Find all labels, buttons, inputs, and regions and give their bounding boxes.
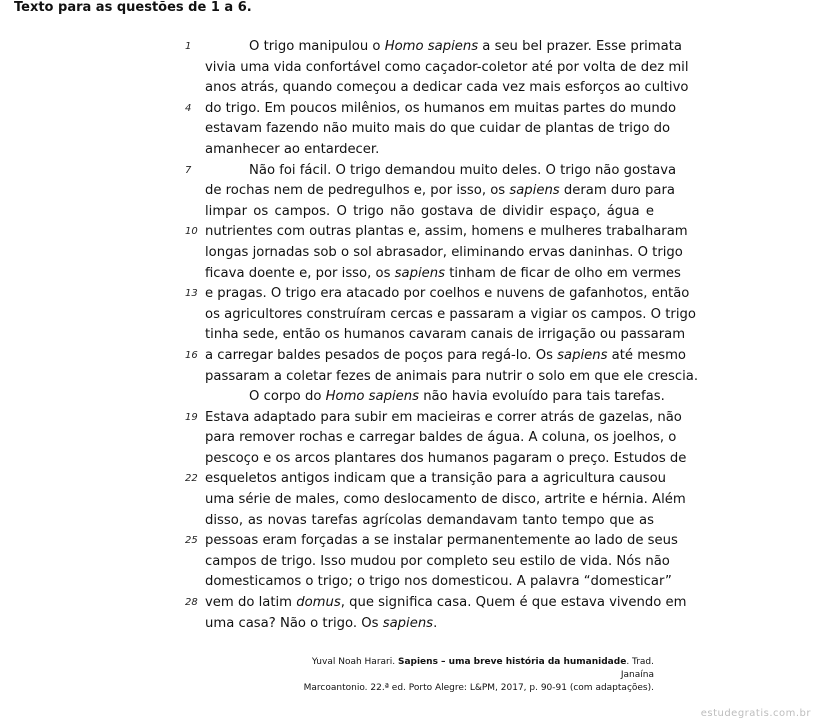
passage-line [205, 572, 672, 593]
line-text: esqueletos antigos indicam que a transição para a agricultura causou [205, 471, 667, 487]
line-text: Não foi fácil. O trigo demandou muito deles. O trigo não gostava [249, 162, 677, 178]
line-number: 10 [185, 226, 198, 238]
line-text: tinham de ficar de olho em vermes [445, 265, 681, 281]
line-text: domesticamos o trigo; o trigo nos domesticou. A palavra “domesticar” [205, 574, 672, 590]
citation-author: Yuval Noah Harari. [311, 657, 396, 667]
passage-line [185, 37, 682, 58]
line-text: ficava doente e, por isso, os [205, 265, 395, 281]
passage-line [205, 181, 675, 202]
line-text: disso, as novas tarefas agrícolas demandavam tanto tempo que as [205, 512, 654, 528]
line-text: os agricultores construíram cercas e passaram a vigiar os campos. O trigo [205, 306, 696, 322]
site-watermark: estudegratis.com.br [700, 708, 811, 719]
line-text: campos de trigo. Isso mudou por completo seu estilo de vida. Nós não [205, 553, 670, 569]
line-text: longas jornadas sob o sol abrasador, eliminando ervas daninhas. O trigo [205, 244, 683, 260]
line-text: limpar os campos. O trigo não gostava de dividir espaço, água e [205, 203, 654, 219]
line-text: e pragas. O trigo era atacado por coelhos e nuvens de gafanhotos, então [205, 286, 690, 302]
passage-line [205, 387, 665, 408]
line-number: 16 [185, 349, 198, 361]
line-number: 19 [185, 411, 198, 423]
passage-line [205, 325, 686, 346]
line-text: O trigo manipulou o [249, 39, 385, 54]
line-number: 1 [185, 41, 192, 52]
passage-line [205, 305, 696, 326]
line-number: 25 [185, 535, 198, 547]
citation-details-2: Marcoantonio. 22.ª ed. Porto Alegre: L&PM, 2017, p. 90-91 (com adaptações). [303, 683, 654, 693]
passage-line [185, 161, 677, 182]
passage-text [185, 37, 699, 634]
passage-line [205, 243, 683, 264]
line-text: até mesmo [607, 347, 686, 363]
passage-line [205, 264, 681, 285]
citation-title: Sapiens – uma breve história da humanidade [397, 657, 627, 667]
line-number: 22 [185, 473, 198, 485]
line-text: vivia uma vida confortável como caçador-coletor até por volta de dez mil [205, 59, 689, 75]
line-number: 7 [185, 164, 192, 176]
source-citation [290, 656, 654, 695]
line-text: estavam fazendo não muito mais do que cuidar de plantas de trigo do [205, 121, 671, 137]
line-text: nutrientes com outras plantas e, assim, homens e mulheres trabalharam [205, 224, 688, 240]
line-text: tinha sede, então os humanos cavaram canais de irrigação ou passaram [205, 327, 686, 343]
line-text: pescoço e os arcos plantares dos humanos pagaram o preço. Estudos de [205, 450, 687, 466]
line-text: uma série de males, como deslocamento de disco, artrite e hérnia. Além [205, 492, 686, 508]
passage-line [205, 119, 671, 140]
passage-line [185, 531, 678, 552]
line-text: , que significa casa. Quem é que estava vivendo em [340, 595, 687, 611]
passage-line [205, 614, 654, 635]
line-text: pessoas eram forçadas a se instalar permanentemente ao lado de seus [205, 533, 678, 549]
line-text: de rochas nem de pedregulhos e, por isso, os [205, 183, 510, 199]
passage-line [205, 449, 687, 470]
line-text: a seu bel prazer. Esse primata [478, 39, 682, 54]
line-number: 4 [185, 102, 192, 114]
passage-line [205, 490, 686, 511]
italic-term: Homo sapiens [325, 389, 419, 405]
line-text: anos atrás, quando começou a dedicar cada vez mais esforços ao cultivo [205, 80, 689, 96]
passage-line [185, 469, 667, 490]
italic-term: domus [296, 595, 341, 611]
passage-line [185, 222, 688, 243]
passage-line [205, 552, 670, 573]
line-text: O corpo do [249, 389, 326, 405]
passage-line [205, 511, 654, 532]
line-text: vem do latim [205, 595, 297, 611]
passage-line [185, 346, 686, 367]
line-text: passaram a coletar fezes de animais para nutrir o solo em que ele crescia. [205, 368, 699, 384]
line-text: para remover rochas e carregar baldes de água. A coluna, os joelhos, o [205, 430, 677, 446]
line-text: não havia evoluído para tais tarefas. [419, 389, 665, 405]
line-text: deram duro para [559, 183, 675, 199]
line-text: . [433, 615, 438, 631]
line-number: 13 [185, 288, 198, 300]
passage-line [205, 367, 699, 388]
italic-term: Homo sapiens [384, 39, 479, 54]
line-number: 28 [185, 597, 198, 609]
passage-line [205, 428, 677, 449]
passage-line [205, 58, 689, 79]
citation-details: . Trad. Janaína [620, 657, 654, 680]
italic-term: sapiens [394, 265, 445, 281]
passage-line [205, 140, 654, 161]
passage-line [185, 284, 690, 305]
line-text: uma casa? Não o trigo. Os [205, 615, 383, 631]
italic-term: sapiens [382, 615, 434, 631]
page-heading: Texto para as questões de 1 a 6. [14, 0, 252, 15]
line-text: do trigo. Em poucos milênios, os humanos em muitas partes do mundo [205, 100, 677, 116]
passage-line [185, 593, 687, 614]
line-text: amanhecer ao entardecer. [205, 141, 380, 157]
passage-line [185, 99, 677, 120]
italic-term: sapiens [557, 347, 608, 363]
italic-term: sapiens [509, 183, 560, 199]
passage-line [205, 78, 689, 99]
passage-line [205, 202, 654, 223]
line-text: Estava adaptado para subir em macieiras e correr atrás de gazelas, não [205, 409, 682, 425]
passage-line [185, 408, 682, 429]
line-text: a carregar baldes pesados de poços para regá-lo. Os [205, 347, 558, 363]
